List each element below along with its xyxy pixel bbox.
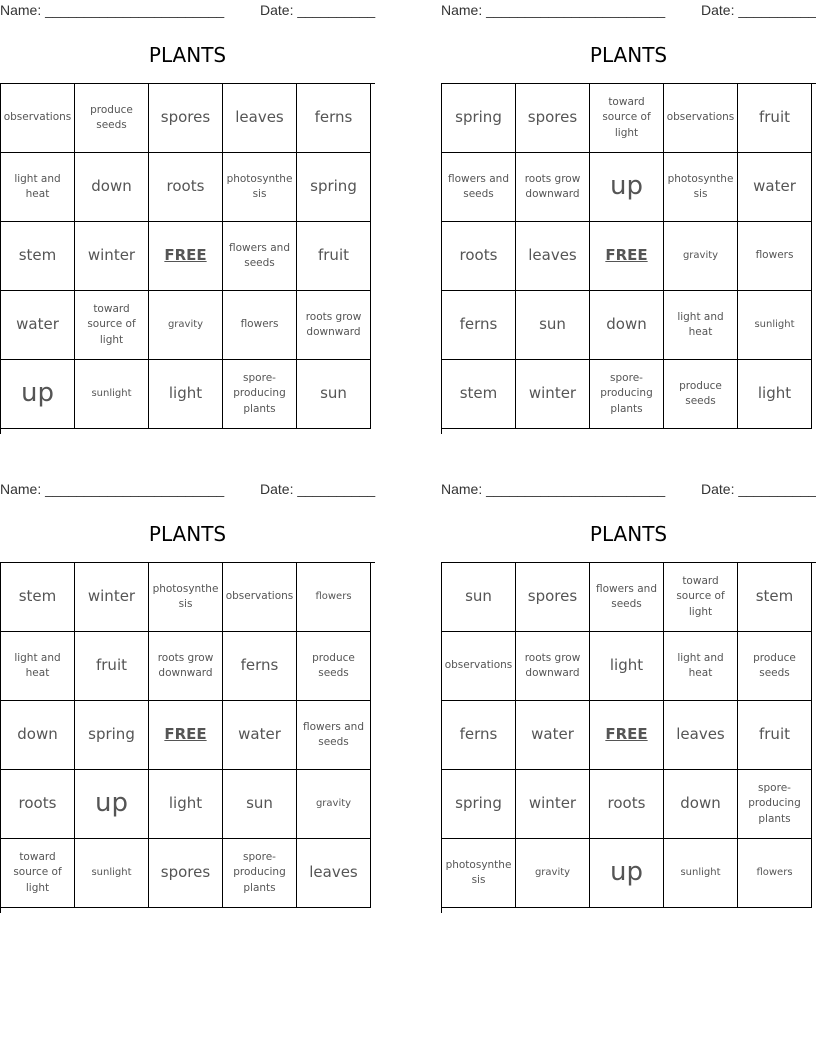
bingo-cell: light <box>738 360 812 429</box>
bingo-cell: sun <box>516 291 590 360</box>
bingo-cell: spring <box>297 153 371 222</box>
bingo-cell: fruit <box>738 701 812 770</box>
bingo-cell: down <box>1 701 75 770</box>
bingo-grid <box>441 562 816 913</box>
bingo-cell: flowers <box>223 291 297 360</box>
bingo-grid <box>0 83 375 434</box>
bingo-cell: sunlight <box>75 839 149 908</box>
bingo-cell: winter <box>516 360 590 429</box>
name-line: Name: _______________________ <box>441 2 666 18</box>
bingo-cell: leaves <box>297 839 371 908</box>
bingo-cell: water <box>738 153 812 222</box>
bingo-cell: winter <box>516 770 590 839</box>
card-title: PLANTS <box>589 522 668 546</box>
bingo-card-1 <box>0 0 375 432</box>
bingo-cell: stem <box>442 360 516 429</box>
bingo-cell: sun <box>442 563 516 632</box>
bingo-cell: sunlight <box>664 839 738 908</box>
bingo-cell: down <box>75 153 149 222</box>
bingo-grid <box>441 83 816 434</box>
bingo-cell: light and heat <box>664 632 738 701</box>
bingo-cell: down <box>664 770 738 839</box>
bingo-cell: flowers <box>297 563 371 632</box>
bingo-cell: photosynthesis <box>664 153 738 222</box>
bingo-cell: fruit <box>297 222 371 291</box>
bingo-cell: roots <box>590 770 664 839</box>
bingo-cell: light <box>590 632 664 701</box>
date-line: Date: __________ <box>701 2 816 18</box>
bingo-cell: ferns <box>297 84 371 153</box>
bingo-cell: spores <box>516 563 590 632</box>
date-line: Date: __________ <box>260 2 376 18</box>
bingo-cell: leaves <box>223 84 297 153</box>
bingo-cell: gravity <box>664 222 738 291</box>
bingo-cell: toward source of light <box>75 291 149 360</box>
bingo-cell: photosynthesis <box>223 153 297 222</box>
bingo-cell: produce seeds <box>75 84 149 153</box>
bingo-cell: stem <box>738 563 812 632</box>
bingo-cell: winter <box>75 563 149 632</box>
card-title: PLANTS <box>148 522 227 546</box>
bingo-cell: sun <box>223 770 297 839</box>
bingo-grid <box>0 562 375 913</box>
bingo-cell: observations <box>664 84 738 153</box>
bingo-cell: up <box>590 153 664 222</box>
bingo-cell: flowers and seeds <box>442 153 516 222</box>
bingo-cell: leaves <box>664 701 738 770</box>
bingo-cell: fruit <box>75 632 149 701</box>
bingo-cell: roots grow downward <box>149 632 223 701</box>
bingo-cell: roots <box>442 222 516 291</box>
bingo-cell: flowers and seeds <box>223 222 297 291</box>
bingo-cell: gravity <box>149 291 223 360</box>
bingo-card-4 <box>441 479 816 911</box>
bingo-cell: flowers <box>738 839 812 908</box>
bingo-cell: light and heat <box>1 632 75 701</box>
bingo-cell: light and heat <box>1 153 75 222</box>
free-cell: FREE <box>149 701 223 770</box>
bingo-cell: flowers and seeds <box>590 563 664 632</box>
bingo-cell: water <box>223 701 297 770</box>
bingo-cell: ferns <box>442 291 516 360</box>
bingo-cell: light <box>149 360 223 429</box>
bingo-cell: fruit <box>738 84 812 153</box>
bingo-cell: spores <box>516 84 590 153</box>
bingo-cell: roots grow downward <box>297 291 371 360</box>
bingo-cell: sunlight <box>75 360 149 429</box>
bingo-cell: toward source of light <box>590 84 664 153</box>
bingo-cell: sunlight <box>738 291 812 360</box>
date-line: Date: __________ <box>260 481 376 497</box>
bingo-cell: spore-producing plants <box>738 770 812 839</box>
bingo-cell: light and heat <box>664 291 738 360</box>
bingo-cell: up <box>1 360 75 429</box>
bingo-cell: roots grow downward <box>516 153 590 222</box>
bingo-cell: water <box>516 701 590 770</box>
bingo-cell: observations <box>1 84 75 153</box>
bingo-cell: stem <box>1 563 75 632</box>
bingo-cell: ferns <box>223 632 297 701</box>
bingo-card-3 <box>0 479 375 911</box>
bingo-cell: toward source of light <box>1 839 75 908</box>
bingo-cell: spores <box>149 84 223 153</box>
bingo-cell: gravity <box>516 839 590 908</box>
free-cell: FREE <box>149 222 223 291</box>
bingo-cell: water <box>1 291 75 360</box>
bingo-cell: spores <box>149 839 223 908</box>
card-title: PLANTS <box>148 43 227 67</box>
bingo-cell: stem <box>1 222 75 291</box>
bingo-cell: flowers <box>738 222 812 291</box>
bingo-cell: spore-producing plants <box>223 839 297 908</box>
bingo-cell: down <box>590 291 664 360</box>
bingo-cell: observations <box>442 632 516 701</box>
date-line: Date: __________ <box>701 481 816 497</box>
bingo-cell: observations <box>223 563 297 632</box>
bingo-cell: produce seeds <box>664 360 738 429</box>
bingo-cell: spore-producing plants <box>223 360 297 429</box>
name-line: Name: _______________________ <box>0 2 225 18</box>
bingo-cell: up <box>590 839 664 908</box>
bingo-cell: leaves <box>516 222 590 291</box>
bingo-cell: roots <box>149 153 223 222</box>
free-cell: FREE <box>590 222 664 291</box>
bingo-cell: spring <box>442 770 516 839</box>
bingo-cell: up <box>75 770 149 839</box>
bingo-cell: produce seeds <box>297 632 371 701</box>
bingo-cell: roots <box>1 770 75 839</box>
bingo-cell: spring <box>75 701 149 770</box>
name-line: Name: _______________________ <box>0 481 225 497</box>
bingo-cell: sun <box>297 360 371 429</box>
bingo-cell: toward source of light <box>664 563 738 632</box>
bingo-cell: flowers and seeds <box>297 701 371 770</box>
free-cell: FREE <box>590 701 664 770</box>
bingo-cell: produce seeds <box>738 632 812 701</box>
name-line: Name: _______________________ <box>441 481 666 497</box>
bingo-cell: spore-producing plants <box>590 360 664 429</box>
card-title: PLANTS <box>589 43 668 67</box>
bingo-cell: light <box>149 770 223 839</box>
bingo-cell: spring <box>442 84 516 153</box>
bingo-cell: winter <box>75 222 149 291</box>
bingo-cell: photosynthesis <box>149 563 223 632</box>
bingo-cell: roots grow downward <box>516 632 590 701</box>
bingo-cell: gravity <box>297 770 371 839</box>
bingo-cell: ferns <box>442 701 516 770</box>
bingo-card-2 <box>441 0 816 432</box>
bingo-cell: photosynthesis <box>442 839 516 908</box>
